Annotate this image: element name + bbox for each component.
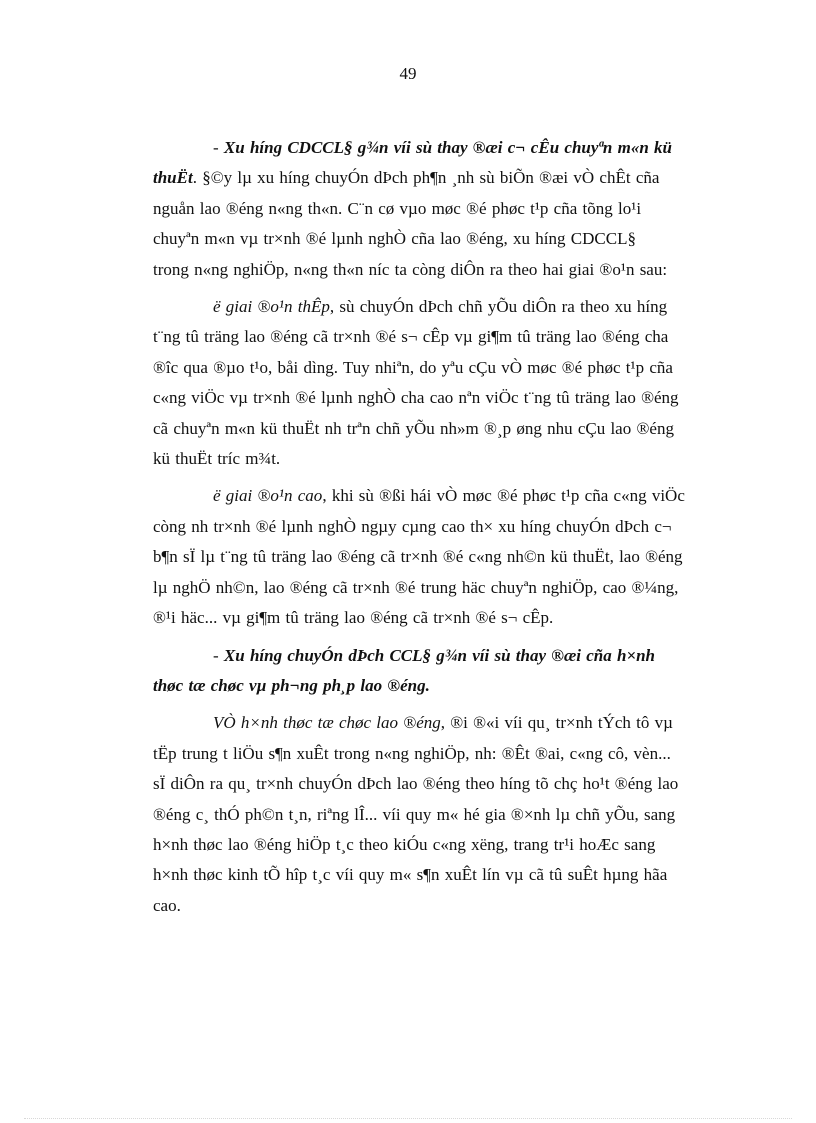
text-run: cao. <box>153 895 181 915</box>
text-line <box>153 830 739 860</box>
text-run: t¨ng tû träng lao ®éng cã tr×nh ®é s¬ cÊp vµ gi¶m tû träng lao ®éng cha <box>153 327 669 347</box>
text-line <box>153 194 739 224</box>
text-line <box>153 353 739 383</box>
text-line <box>153 383 739 413</box>
text-line <box>153 481 739 511</box>
text-line <box>153 891 739 921</box>
text-line <box>153 739 739 769</box>
text-run: . §©y lµ xu híng chuyÓn dÞch ph¶n ¸nh sù biÕn ®æi vÒ chÊt cña <box>192 168 660 188</box>
text-line <box>153 860 739 890</box>
text-line <box>153 573 739 603</box>
text-run: h×nh thøc kinh tÕ hîp t¸c víi quy m« s¶n xuÊt lín vµ cã tû suÊt hµng hãa <box>153 865 668 885</box>
text-run: cã chuyªn m«n kü thuËt nh trªn chñ yÕu nh»m ®¸p øng nhu cÇu lao ®éng <box>153 418 674 438</box>
text-line <box>153 292 739 322</box>
text-line <box>153 769 739 799</box>
paragraph <box>153 292 739 474</box>
text-run: chuyªn m«n vµ tr×nh ®é lµnh nghÒ cña lao ®éng, xu híng CDCCL§ <box>153 229 636 249</box>
text-run: VÒ h×nh thøc tæ chøc lao ®éng <box>213 713 441 733</box>
text-line <box>153 603 739 633</box>
text-run: ë giai ®o¹n thÊp <box>213 297 330 317</box>
text-line <box>153 444 739 474</box>
paragraph <box>153 481 739 633</box>
text-run: - <box>213 138 224 157</box>
text-run: trong n«ng nghiÖp, n«ng th«n níc ta còng diÔn ra theo hai giai ®o¹n sau: <box>153 259 668 279</box>
text-run: tËp trung t liÖu s¶n xuÊt trong n«ng nghiÖp, nh: ®Êt ®ai, c«ng cô, vèn... <box>153 743 671 763</box>
text-line <box>153 224 739 254</box>
text-run: lµ nghÖ nh©n, lao ®éng cã tr×nh ®é trung häc chuyªn nghiÖp, cao ®¼ng, <box>153 577 679 597</box>
text-run: ë giai ®o¹n cao <box>213 486 323 506</box>
text-line <box>153 708 739 738</box>
paragraph <box>153 708 739 921</box>
text-run: , ®i ®«i víi qu¸ tr×nh tÝch tô vµ <box>440 713 673 733</box>
paragraph <box>153 641 739 702</box>
text-run: thøc tæ chøc vµ ph¬ng ph¸p lao ®éng. <box>153 675 430 695</box>
paragraph <box>153 133 739 285</box>
text-run: h×nh thøc lao ®éng hiÖp t¸c theo kiÓu c«ng xëng, trang tr¹i hoÆc sang <box>153 834 656 854</box>
text-line <box>153 542 739 572</box>
text-line <box>153 414 739 444</box>
text-run: nguån lao ®éng n«ng th«n. C¨n cø vµo møc ®é phøc t¹p cña tõng lo¹i <box>153 198 642 218</box>
text-line <box>153 512 739 542</box>
page-number: 49 <box>399 64 417 83</box>
text-line <box>153 800 739 830</box>
text-line <box>153 163 739 193</box>
text-run: Xu híng CDCCL§ g¾n víi sù thay ®æi c¬ cÊu chuyªn m«n kü <box>223 138 673 157</box>
text-run: - <box>213 645 224 665</box>
text-run: c«ng viÖc vµ tr×nh ®é lµnh nghÒ cha cao nªn viÖc t¨ng tû träng lao ®éng <box>153 388 679 408</box>
body-text <box>153 133 739 921</box>
text-line <box>153 255 739 285</box>
text-run: b¶n sÏ lµ t¨ng tû träng lao ®éng cã tr×nh ®é c«ng nh©n kü thuËt, lao ®éng <box>153 547 683 567</box>
text-run: ®îc qua ®µo t¹o, båi dìng. Tuy nhiªn, do yªu cÇu vÒ møc ®é phøc t¹p cña <box>153 357 673 377</box>
text-line <box>153 133 739 163</box>
text-run: , sù chuyÓn dÞch chñ yÕu diÔn ra theo xu híng <box>329 297 668 317</box>
text-run: ®éng c¸ thÓ ph©n t¸n, riªng lÎ... víi quy m« hé gia ®×nh lµ chñ yÕu, sang <box>153 804 676 824</box>
text-run: thuËt <box>153 168 193 188</box>
text-run: , khi sù ®ßi hái vÒ møc ®é phøc t¹p cña c«ng viÖc <box>322 486 685 506</box>
text-line <box>153 322 739 352</box>
text-run: ®¹i häc... vµ gi¶m tû träng lao ®éng cã tr×nh ®é s¬ cÊp. <box>153 608 554 628</box>
text-line <box>153 671 739 701</box>
text-run: Xu híng chuyÓn dÞch CCL§ g¾n víi sù thay ®æi cña h×nh <box>223 645 656 665</box>
text-line <box>153 641 739 671</box>
footer-rule <box>24 1118 792 1119</box>
text-run: kü thuËt tríc m¾t. <box>153 449 281 469</box>
text-run: còng nh tr×nh ®é lµnh nghÒ ngµy cµng cao th× xu híng chuyÓn dÞch c¬ <box>153 516 672 536</box>
text-run: sÏ diÔn ra qu¸ tr×nh chuyÓn dÞch lao ®éng theo híng tõ chç ho¹t ®éng lao <box>153 774 679 794</box>
